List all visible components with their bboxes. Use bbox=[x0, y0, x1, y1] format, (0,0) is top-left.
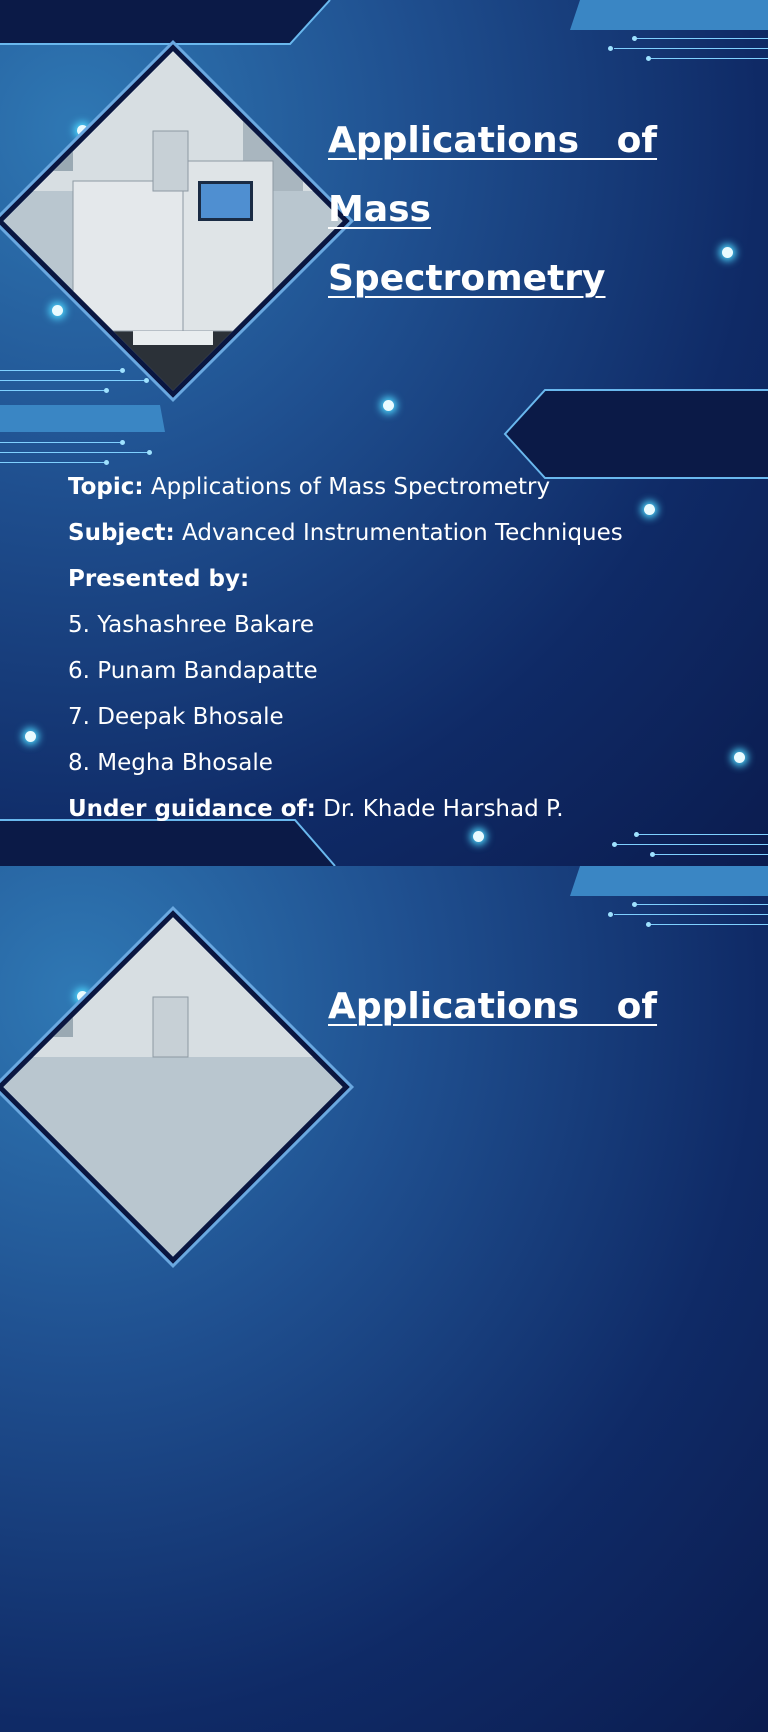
glow-dot bbox=[383, 400, 394, 411]
subject-value: Advanced Instrumentation Techniques bbox=[182, 520, 623, 546]
glow-dot bbox=[644, 504, 655, 515]
guidance-value: Dr. Khade Harshad P. bbox=[323, 796, 564, 822]
presenter-item: 7. Deepak Bhosale bbox=[68, 704, 284, 730]
presented-row bbox=[68, 562, 623, 608]
title-line-1: Applications of bbox=[328, 120, 658, 161]
title-slide-repeat bbox=[0, 866, 768, 1732]
glow-dot bbox=[734, 752, 745, 763]
glow-dot bbox=[25, 731, 36, 742]
circuit-lines-left-2 bbox=[0, 437, 160, 467]
topic-value: Applications of Mass Spectrometry bbox=[150, 474, 551, 500]
slide-title bbox=[328, 106, 657, 313]
glow-dot bbox=[722, 247, 733, 258]
title-line-1: Applications of bbox=[328, 986, 658, 1027]
guidance-label: Under guidance of: bbox=[68, 796, 316, 822]
title-line-2: Mass bbox=[328, 189, 431, 230]
circuit-lines-left bbox=[0, 365, 160, 395]
topic-row bbox=[68, 470, 623, 516]
circuit-lines-top-right-repeat bbox=[600, 896, 768, 936]
topic-label: Topic: bbox=[68, 474, 144, 500]
guidance-row bbox=[68, 792, 623, 838]
subject-label: Subject: bbox=[68, 520, 175, 546]
slide-info bbox=[68, 470, 623, 838]
presented-label: Presented by: bbox=[68, 566, 250, 592]
presenter-item: 5. Yashashree Bakare bbox=[68, 612, 314, 638]
glow-dot bbox=[52, 305, 63, 316]
circuit-lines-bottom-right bbox=[610, 830, 768, 860]
slide-title-repeat bbox=[328, 972, 657, 1041]
subject-row bbox=[68, 516, 623, 562]
title-line-3: Spectrometry bbox=[328, 258, 606, 299]
presenter-item: 8. Megha Bhosale bbox=[68, 750, 273, 776]
presenter-item: 6. Punam Bandapatte bbox=[68, 658, 318, 684]
circuit-lines-top-right bbox=[600, 30, 768, 70]
